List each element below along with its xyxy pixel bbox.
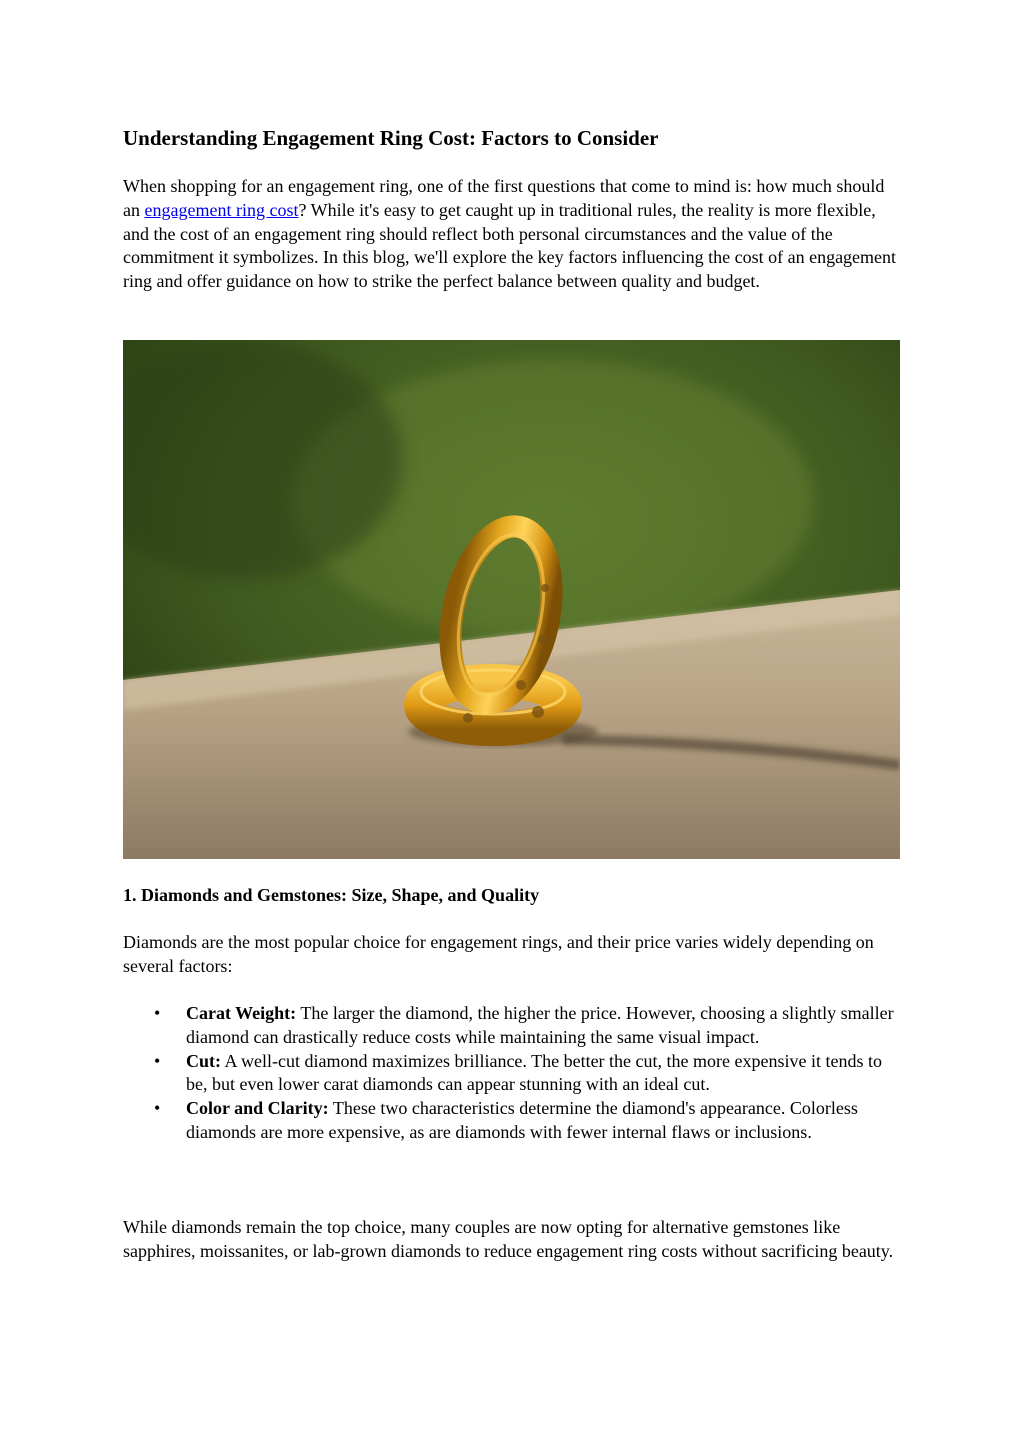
list-item (123, 1097, 903, 1145)
bullet-icon: • (154, 1050, 161, 1071)
list-item-term: Cut: (186, 1050, 221, 1071)
list-item-term: Color and Clarity: (186, 1098, 329, 1119)
section-paragraph: Diamonds are the most popular choice for engagement rings, and their price varies widely depending on several factors: (123, 932, 874, 976)
intro-text-after-link: ? While it's easy to get caught up in traditional rules, the reality is more flexible, and the cost of an engagement ring should reflect both personal circumstances and the value of the commitment it symbolizes. In this blog, we'll explore the key factors influencing the cost of an engagement ring and offer guidance on how to strike the perfect balance between quality and budget. (123, 199, 897, 292)
engagement-ring-cost-link[interactable]: engagement ring cost (144, 199, 299, 220)
list-item-term: Carat Weight: (186, 1003, 297, 1023)
bullet-icon: • (154, 1003, 161, 1023)
list-item-text: A well-cut diamond maximizes brilliance. The better the cut, the more expensive it tends to be, but even lower carat diamonds can appear stunning with an ideal cut. (186, 1050, 882, 1095)
closing-paragraph: While diamonds remain the top choice, many couples are now opting for alternative gemstones like sapphires, moissanites, or lab-grown diamonds to reduce engagement ring costs without sacrificing beauty. (123, 1217, 894, 1261)
gold-rings-photo (123, 340, 900, 859)
intro-text-before-link: When shopping for an engagement ring, one of the first questions that come to mind is: how much should an (123, 176, 885, 220)
intro-paragraph (123, 175, 901, 294)
list-item-text: The larger the diamond, the higher the price. However, choosing a slightly smaller diamond can drastically reduce costs while maintaining the same visual impact. (186, 1003, 894, 1047)
section-heading-diamonds: 1. Diamonds and Gemstones: Size, Shape, and Quality (123, 885, 540, 905)
list-item (123, 1002, 903, 1050)
list-item (123, 1050, 903, 1098)
factor-list (123, 1002, 903, 1145)
list-item-text: These two characteristics determine the diamond's appearance. Colorless diamonds are more expensive, as are diamonds with fewer internal flaws or inclusions. (186, 1098, 858, 1142)
bullet-icon: • (154, 1098, 161, 1119)
article-title: Understanding Engagement Ring Cost: Factors to Consider (123, 126, 659, 150)
